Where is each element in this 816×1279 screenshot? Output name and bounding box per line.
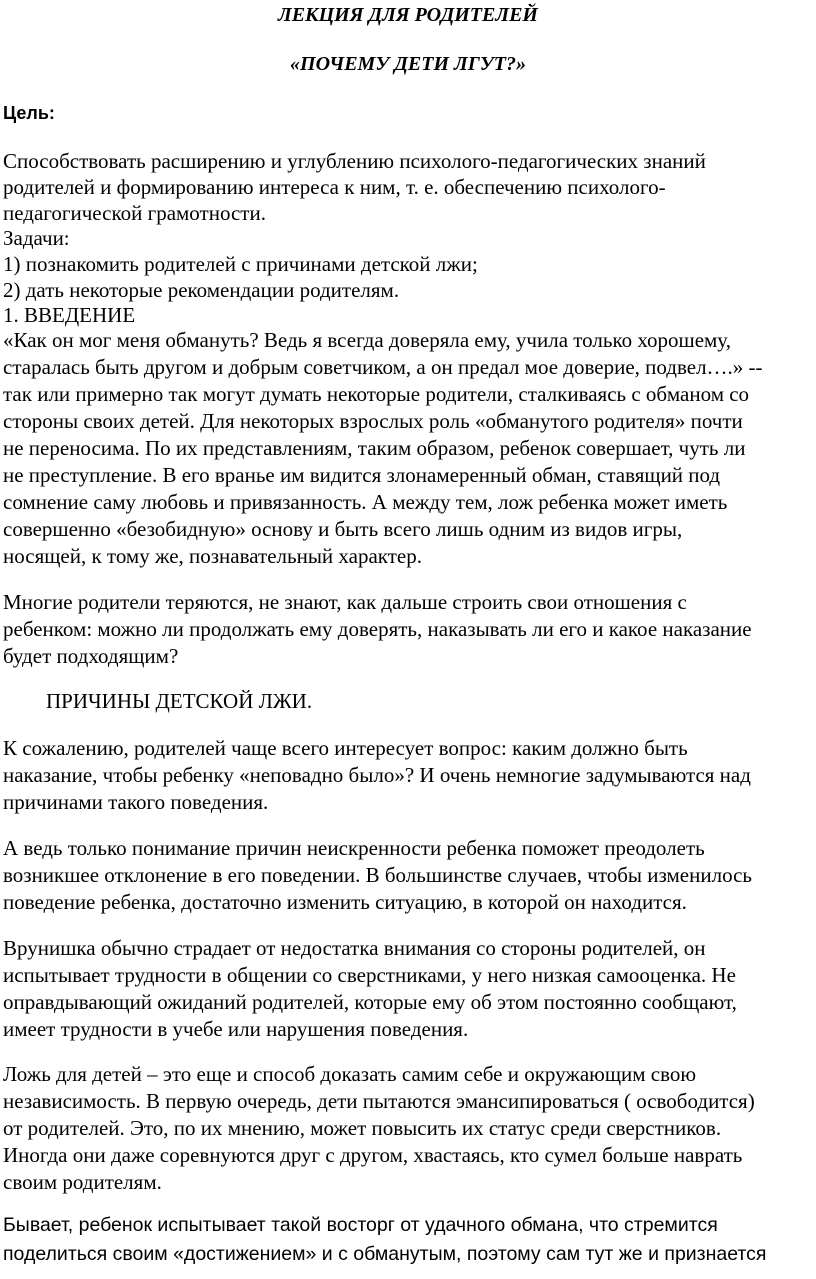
text-line: родителей и формированию интереса к ним, т. е. обеспечению психолого-: [3, 175, 666, 199]
text-line: совершенно «безобидную» основу и быть всего лишь одним из видов игры,: [3, 517, 683, 541]
text-line: Ложь для детей – это еще и способ доказать самим себе и окружающим свою: [3, 1062, 697, 1086]
text-line: оправдывающий ожиданий родителей, которые ему об этом постоянно сообщают,: [3, 990, 737, 1014]
text-line: А ведь только понимание причин неискренности ребенка поможет преодолеть: [3, 836, 705, 860]
text-line: поведение ребенка, достаточно изменить ситуацию, в которой он находится.: [3, 890, 687, 914]
text-line: ребенком: можно ли продолжать ему доверять, наказывать ли его и какое наказание: [3, 617, 752, 641]
text-line: от родителей. Это, по их мнению, может повысить их статус среди сверстников.: [3, 1116, 722, 1140]
text-line: будет подходящим?: [3, 644, 179, 668]
text-line: возникшее отклонение в его поведении. В большинстве случаев, чтобы изменилось: [3, 863, 752, 887]
text-line: не переносима. По их представлениям, таким образом, ребенок совершает, чуть ли: [3, 436, 746, 460]
lecture-title: ЛЕКЦИЯ ДЛЯ РОДИТЕЛЕЙ: [278, 4, 538, 26]
text-line: наказание, чтобы ребенку «неповадно было»? И очень немногие задумываются над: [3, 763, 751, 787]
text-line: носящей, к тому же, познавательный характер.: [3, 544, 422, 568]
text-line: поделиться своим «достижением» и с обманутым, поэтому сам тут же и признается: [3, 1243, 767, 1265]
text-line: старалась быть другом и добрым советчиком, а он предал мое доверие, подвел….» --: [3, 355, 763, 379]
text-line: своим родителям.: [3, 1170, 162, 1194]
section-heading: ПРИЧИНЫ ДЕТСКОЙ ЛЖИ.: [46, 689, 313, 713]
text-line: Иногда они даже соревнуются друг с другом, хвастаясь, кто сумел больше наврать: [3, 1143, 743, 1167]
task-item: 2) дать некоторые рекомендации родителям.: [3, 278, 400, 302]
text-line: Многие родители теряются, не знают, как дальше строить свои отношения с: [3, 590, 687, 614]
text-line: Врунишка обычно страдает от недостатка внимания со стороны родителей, он: [3, 936, 706, 960]
lecture-subtitle: «ПОЧЕМУ ДЕТИ ЛГУТ?»: [290, 53, 526, 75]
tasks-heading: Задачи:: [3, 226, 70, 250]
text-line: не преступление. В его вранье им видится злонамеренный обман, ставящий под: [3, 463, 721, 487]
text-line: независимость. В первую очередь, дети пытаются эмансипироваться ( освободится): [3, 1089, 755, 1113]
task-item: 1) познакомить родителей с причинами детской лжи;: [3, 252, 478, 276]
text-line: испытывает трудности в общении со сверстниками, у него низкая самооценка. Не: [3, 963, 736, 987]
section-heading: 1. ВВЕДЕНИЕ: [3, 303, 136, 327]
text-line: так или примерно так могут думать некоторые родители, сталкиваясь с обманом со: [3, 382, 750, 406]
text-line: К сожалению, родителей чаще всего интересует вопрос: каким должно быть: [3, 736, 688, 760]
text-line: сомнение саму любовь и привязанность. А между тем, лож ребенка может иметь: [3, 490, 728, 514]
text-line: «Как он мог меня обмануть? Ведь я всегда доверяла ему, учила только хорошему,: [3, 328, 731, 352]
text-line: Способствовать расширению и углублению психолого-педагогических знаний: [3, 149, 706, 173]
text-line: педагогической грамотности.: [3, 201, 266, 225]
text-line: причинами такого поведения.: [3, 790, 269, 814]
text-line: Бывает, ребенок испытывает такой восторг от удачного обмана, что стремится: [3, 1214, 718, 1236]
text-line: имеет трудности в учебе или нарушения поведения.: [3, 1017, 469, 1041]
goal-heading: Цель:: [3, 103, 55, 123]
text-line: стороны своих детей. Для некоторых взрослых роль «обманутого родителя» почти: [3, 409, 743, 433]
